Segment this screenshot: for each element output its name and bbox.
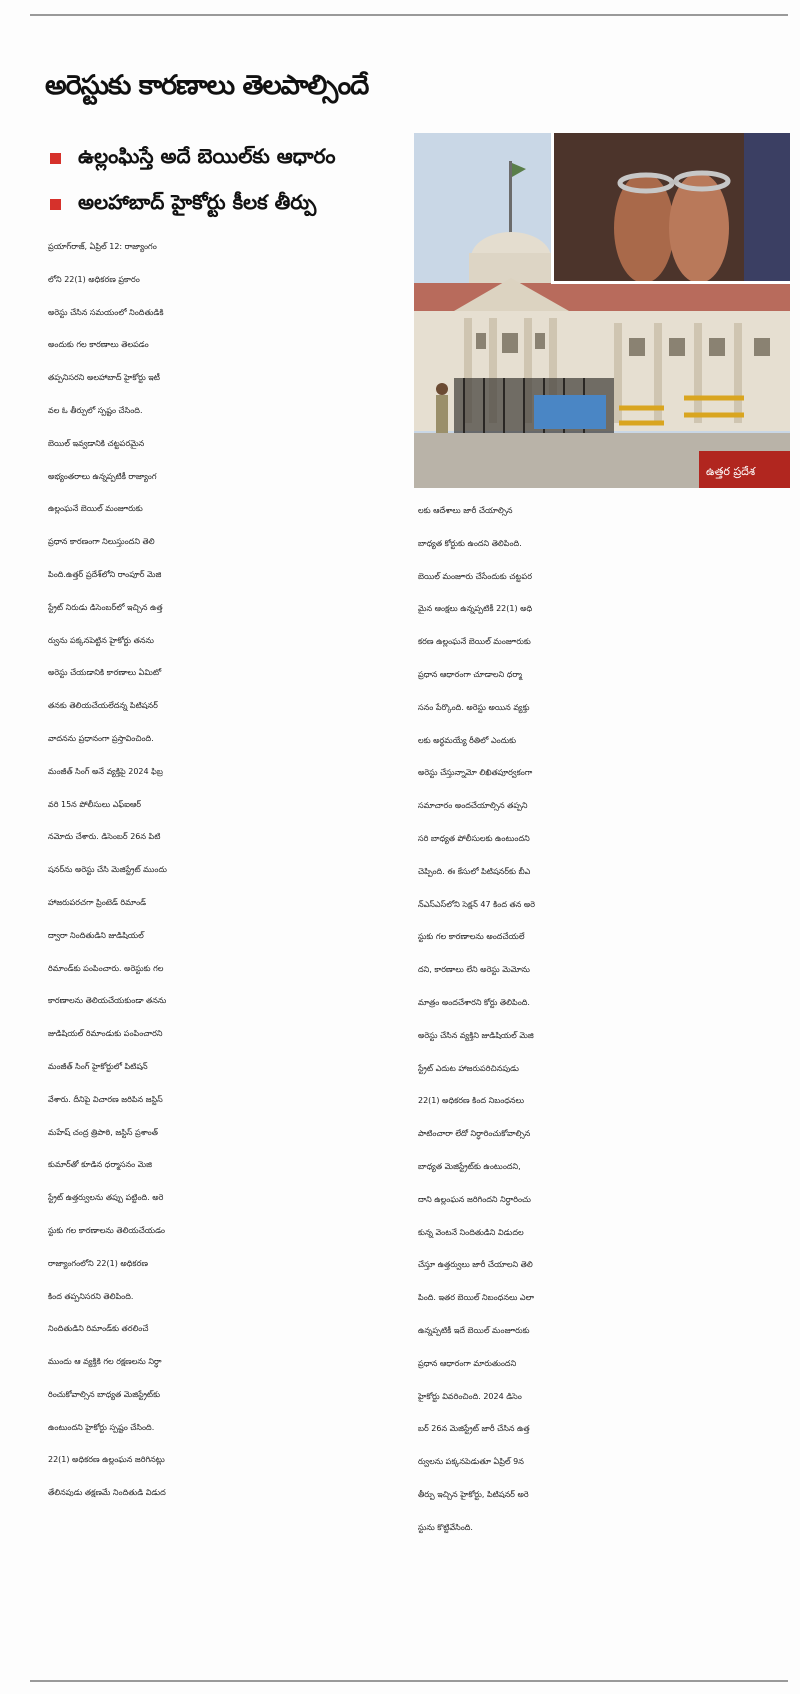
article-text-line: హైకోర్టు వివరించింది. 2024 డిసెం	[418, 1391, 522, 1401]
article-text-line: సమాచారం అందచేయాల్సిన తప్పని	[418, 801, 528, 811]
article-text-line: కున్న వెంటనే నిందితుడిని విడుదల	[418, 1227, 524, 1237]
article-column-right	[418, 495, 788, 1675]
article-text-line: స్టుకు గల కారణాలను తెలియచేయడం	[48, 1225, 165, 1235]
article-text-line: తేలినపుడు తక్షణమే నిందితుడి విడుద	[48, 1488, 166, 1498]
article-text-line: కరణ ఉల్లంఘనే బెయిల్ మంజూరుకు	[418, 637, 531, 647]
article-text-line: 22(1) అధికరణ ఉల్లంఘన జరిగినట్లు	[48, 1455, 165, 1465]
article-text-line: న్‌ఎస్‌ఎస్‌లోని సెక్షన్ 47 కింద తన అరె	[418, 899, 536, 909]
article-text-line: ఉల్లంఘనే బెయిల్ మంజూరుకు	[48, 504, 143, 514]
headline: అరెస్టుకు కారణాలు తెలపాల్సిందే	[45, 70, 369, 101]
article-text-line: బర్ 26న మెజిస్ట్రేట్ జారీ చేసిన ఉత్త	[418, 1424, 530, 1434]
article-text-line: ఉంటుందని హైకోర్టు స్పష్టం చేసింది.	[48, 1422, 155, 1432]
top-rule	[30, 14, 788, 16]
article-text-line: మంజీత్ సింగ్ హైకోర్టులో పిటిషన్	[48, 1061, 148, 1071]
article-text-line: జుడిషియల్ రిమాండుకు పంపించారని	[48, 1029, 163, 1039]
article-text-line: పింది.ఉత్తర్ ప్రదేశ్‌లోని రాంపూర్ మెజి	[48, 569, 162, 579]
article-text-line: స్ట్రేట్ ఎదుట హాజరుపరిచినపుడు	[418, 1063, 519, 1073]
article-text-line: ర్వులను పక్కనపెడుతూ ఏప్రిల్ 9న	[418, 1457, 524, 1467]
subhead-text: ఉల్లంఘిస్తే అదే బెయిల్‌కు ఆధారం	[78, 143, 336, 168]
article-text-line: స్ట్రేట్ నిరుడు డిసెంబర్‌లో ఇచ్చిన ఉత్త	[48, 602, 163, 612]
article-text-line: ముందు ఆ వ్యక్తికి గల రక్షణలను నిర్ధా	[48, 1357, 162, 1367]
article-text-line: అందుకు గల కారణాలు తెలపడం	[48, 340, 149, 350]
article-text-line: లోని 22(1) అధికరణ ప్రకారం	[48, 274, 140, 284]
article-text-line: మాత్రం అందచేశారని కోర్టు తెలిపింది.	[418, 997, 530, 1007]
article-text-line: తనకు తెలియచేయలేదన్న పిటిషనర్	[48, 701, 158, 711]
article-text-line: బెయిల్ మంజూరు చేసేందుకు చట్టపర	[418, 571, 532, 581]
banner-text: ఉత్తర ప్రదేశ	[706, 465, 755, 478]
article-text-line: స్టుకు గల కారణాలను అందచేయలే	[418, 932, 525, 942]
article-text-line: స్టును కొట్టివేసింది.	[418, 1522, 473, 1532]
article-text-line: ప్రయాగ్‌రాజ్, ఏప్రిల్ 12: రాజ్యాంగం	[48, 242, 157, 251]
article-text-line: చెప్పింది. ఈ కేసులో పిటిషనర్‌కు బీఎ	[418, 866, 531, 876]
article-text-line: దని, కారణాలు లేని అరెస్టు మెమోను	[418, 965, 530, 975]
article-text-line: మైన ఆంక్షలు ఉన్నప్పటికీ 22(1) అధి	[418, 604, 533, 614]
article-text-line: ర్వును పక్కనపెట్టిన హైకోర్టు తనను	[48, 635, 154, 645]
article-column-left	[48, 231, 408, 1676]
article-text-line: రించుకోవాల్సిన బాధ్యత మెజిస్ట్రేట్‌కు	[48, 1389, 161, 1399]
article-text-line: అరెస్టు చేసిన వ్యక్తిని జుడిషియల్ మెజి	[418, 1030, 534, 1040]
article-text-line: వాదనను ప్రధానంగా ప్రస్తావించింది.	[48, 733, 154, 743]
article-text-line: అభ్యంతరాలు ఉన్నప్పటికీ రాజ్యాంగ	[48, 471, 157, 481]
subhead-item	[50, 135, 410, 181]
article-text-line: పాటించారా లేదో నిర్ధారించుకోవాల్సిన	[418, 1129, 531, 1139]
article-text-line: ఉన్నప్పటికీ ఇదే బెయిల్ మంజూరుకు	[418, 1325, 530, 1335]
bottom-rule	[30, 1680, 788, 1682]
court-building-illustration	[414, 133, 790, 488]
article-text-line: నిందితుడిని రిమాండ్‌కు తరలించే	[48, 1324, 149, 1334]
subhead-list	[50, 135, 410, 227]
article-text-line: ప్రధాన కారణంగా నిలుస్తుందని తెలి	[48, 537, 155, 547]
bullet-square-icon	[50, 153, 61, 164]
article-text-line: షనర్‌ను అరెస్టు చేసి మెజిస్ట్రేట్ ముందు	[48, 865, 167, 875]
subhead-text: అలహాబాద్ హైకోర్టు కీలక తీర్పు	[78, 189, 317, 214]
article-text-line: తీర్పు ఇచ్చిన హైకోర్టు, పిటిషనర్ అరె	[418, 1489, 529, 1499]
article-text-line: వల ఓ తీర్పులో స్పష్టం చేసింది.	[48, 405, 143, 415]
subhead-item	[50, 181, 410, 227]
article-text-line: రిమాండ్‌కు పంపించారు. అరెస్టుకు గల	[48, 963, 164, 973]
article-text-line: లకు ఆదేశాలు జారీ చేయాల్సిన	[418, 506, 513, 515]
article-text-line: కారణాలను తెలియచేయకుండా తనను	[48, 996, 167, 1006]
article-text-line: ప్రధాన ఆధారంగా మారుతుందని	[418, 1358, 517, 1368]
article-text-line: నమోదు చేశారు. డిసెంబర్ 26న పిటి	[48, 832, 161, 842]
article-text-line: బెయిల్ ఇవ్వడానికి చట్టపరమైన	[48, 438, 145, 448]
article-text-line: అరెస్టు చేస్తున్నామో లిఖితపూర్వకంగా	[418, 768, 533, 778]
article-text-line: తప్పనిసరని అలహాబాద్ హైకోర్టు ఇటీ	[48, 373, 160, 383]
article-text-line: సరి బాధ్యత పోలీసులకు ఉంటుందని	[418, 833, 530, 843]
article-text-line: కుమార్‌తో కూడిన ధర్మాసనం మెజి	[48, 1160, 152, 1170]
article-text-line: హాజరుపరచగా ప్రింటెడ్ రిమాండ్	[48, 897, 147, 907]
article-text-line: సనం పేర్కొంది. అరెస్టు అయిన వ్యక్తు	[418, 702, 530, 712]
article-text-line: బాధ్యత మెజిస్ట్రేట్‌కు ఉంటుందని,	[418, 1161, 521, 1171]
article-text-line: కింద తప్పనిసరని తెలిపింది.	[48, 1291, 134, 1301]
article-text-line: అరెస్టు చేసిన సమయంలో నిందితుడికి	[48, 307, 164, 317]
article-text-line: ప్రధాన ఆధారంగా చూడాలని ధర్మా	[418, 669, 522, 679]
article-text-line: మహేష్ చంద్ర త్రిపాఠి, జస్టిస్ ప్రశాంత్	[48, 1127, 158, 1137]
article-text-line: మంజీత్ సింగ్ అనే వ్యక్తిపై 2024 ఫిబ్ర	[48, 766, 163, 776]
article-text-line: లకు అర్థమయ్యే రీతిలో ఎందుకు	[418, 735, 517, 745]
article-text-line: చేస్తూ ఉత్తర్వులు జారీ చేయాలని తెలి	[418, 1260, 533, 1270]
article-text-line: ద్వారా నిందితుడిని జుడిషియల్	[48, 930, 144, 940]
bullet-square-icon	[50, 199, 61, 210]
news-photo-high-court-handcuffs	[414, 133, 790, 488]
article-text-line: వేశారు. దీనిపై విచారణ జరిపిన జస్టిస్	[48, 1094, 163, 1104]
article-text-line: అరెస్టు చేయడానికి కారణాలు ఏమిటో	[48, 668, 162, 678]
article-text-line: దాని ఉల్లంఘన జరిగిందని నిర్ధారించు	[418, 1194, 531, 1204]
article-text-line: పింది. ఇతర బెయిల్ నిబంధనలు ఎలా	[418, 1293, 534, 1303]
article-text-line: 22(1) అధికరణ కింద నిబంధనలు	[418, 1096, 524, 1106]
article-text-line: రాజ్యాంగంలోని 22(1) అధికరణ	[48, 1258, 148, 1268]
article-text-line: బాధ్యత కోర్టుకు ఉందని తెలిపింది.	[418, 538, 522, 548]
article-text-line: వరి 15న పోలీసులు ఎఫ్‌ఐఆర్	[48, 799, 142, 809]
article-text-line: స్ట్రేట్ ఉత్తర్వులను తప్పు పట్టింది. అరె	[48, 1193, 164, 1203]
